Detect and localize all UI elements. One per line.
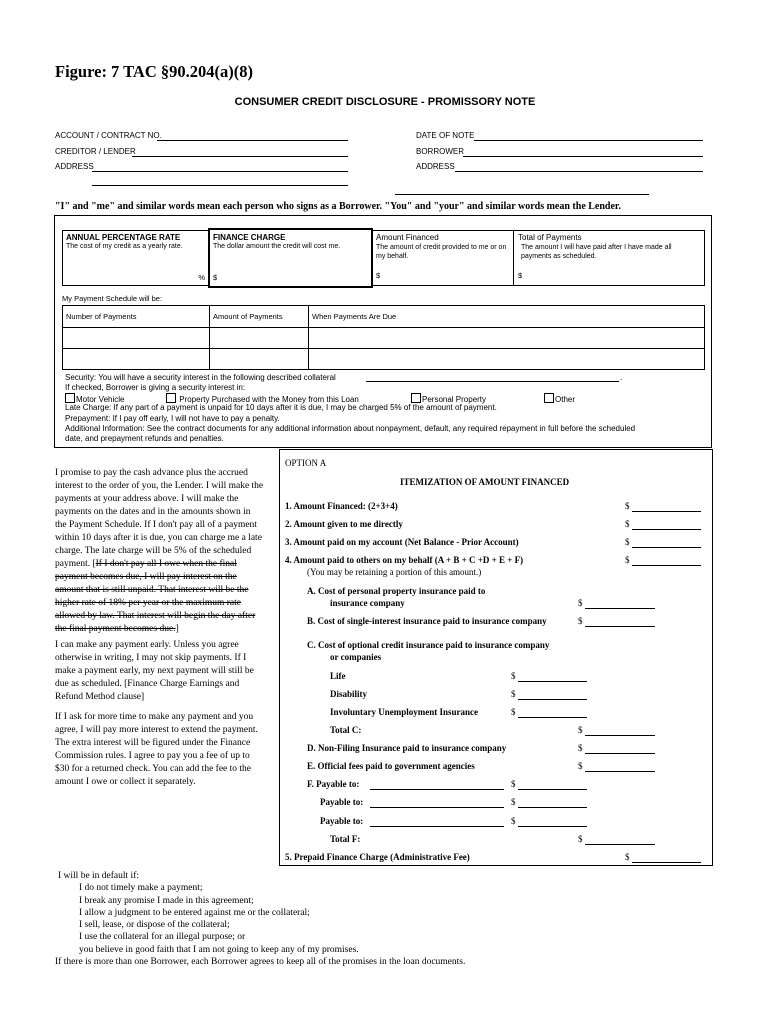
late-charge-text: Late Charge: If any part of a payment is unpaid for 10 days after it is due, I may be charged 5% of the amount of payment. [65, 403, 497, 412]
motor-vehicle-label: Motor Vehicle [76, 395, 125, 404]
total-c-dollar: $ [578, 725, 583, 735]
total-f-input-line[interactable] [585, 844, 655, 845]
item-2-dollar: $ [625, 519, 630, 529]
checkbox-other[interactable] [544, 393, 575, 404]
disability-label: Disability [330, 689, 368, 699]
item-5-label: 5. Prepaid Finance Charge (Administrative Fee) [285, 852, 470, 862]
security-statement: Security: You will have a security interest in the following described collateral [65, 373, 336, 382]
item-f-payee-line[interactable] [370, 789, 504, 790]
address-left-input-line[interactable] [92, 171, 348, 172]
account-input-line[interactable] [157, 140, 348, 141]
personal-property-label: Personal Property [422, 395, 487, 404]
payment-schedule-table [62, 305, 705, 370]
default-item: I use the collateral for an illegal purpose; or [79, 932, 246, 943]
total-of-payments-box [513, 230, 705, 286]
item-e-dollar: $ [578, 761, 583, 771]
life-label: Life [330, 671, 346, 681]
finance-charge-dollar-sign: $ [213, 273, 218, 282]
early-line: due as scheduled. [Finance Charge Earnings and [55, 679, 240, 689]
item-d-label: D. Non-Filing Insurance paid to insurance company [307, 743, 507, 753]
extension-line: amount I owe or collect it separately. [55, 777, 196, 787]
item-a-dollar: $ [578, 598, 583, 608]
default-item: I allow a judgment to be entered against me or the collateral; [79, 907, 310, 918]
additional-info-text: Additional Information: See the contract documents for any additional information about nonpayment, default, any required repayment in full before the scheduled [65, 424, 636, 433]
document-title: CONSUMER CREDIT DISCLOSURE - PROMISSORY NOTE [234, 96, 536, 108]
itemization-title: ITEMIZATION OF AMOUNT FINANCED [400, 477, 570, 487]
amount-financed-dollar-sign: $ [376, 271, 381, 280]
item-4-input-line[interactable] [632, 565, 701, 566]
item-1-input-line[interactable] [632, 511, 701, 512]
struck-line: allowed by law. That interest will begin the day after [55, 611, 256, 621]
payable-to-label-2: Payable to: [320, 816, 364, 826]
schedule-header-when: When Payments Are Due [312, 312, 397, 321]
default-closing: If there is more than one Borrower, each Borrower agrees to keep all of the promises in the loan documents. [55, 957, 466, 968]
early-line: otherwise in writing, I may not skip payments. If I [55, 653, 247, 663]
item-1-label: 1. Amount Financed: (2+3+4) [285, 501, 398, 511]
item-c-label-cont: or companies [330, 652, 382, 662]
schedule-row-divider [63, 327, 704, 328]
total-c-label: Total C: [330, 725, 362, 735]
item-f-dollar: $ [511, 779, 516, 789]
creditor-input-line[interactable] [132, 156, 348, 157]
item-d-input-line[interactable] [585, 753, 655, 754]
item-a-label-cont: insurance company [330, 598, 405, 608]
payable-to-dollar: $ [511, 797, 516, 807]
purchased-property-label: Property Purchased with the Money from this Loan [179, 395, 359, 404]
creditor-label: CREDITOR / LENDER [55, 147, 136, 156]
promise-line: interest to the order of you, the Lender. I will make the [55, 481, 264, 491]
checkbox-icon[interactable] [544, 393, 554, 403]
item-e-input-line[interactable] [585, 771, 655, 772]
extension-line: Commission rules. I agree to pay you a fee of up to [55, 751, 250, 761]
total-f-dollar: $ [578, 834, 583, 844]
figure-title: Figure: 7 TAC §90.204(a)(8) [55, 62, 253, 81]
payable-to-payee-line-2[interactable] [370, 826, 504, 827]
schedule-col-divider [308, 306, 309, 369]
total-of-payments-description: The amount I will have paid after I have made all payments as scheduled. [521, 244, 672, 260]
extension-line: $30 for a returned check. You can add the fee to the [55, 764, 251, 774]
schedule-caption: My Payment Schedule will be: [62, 294, 163, 303]
promise-line: within 10 days after it is due, you can charge me a late [55, 533, 262, 543]
promise-line: the Payment Schedule. If I don't pay all of a payment [55, 520, 257, 530]
payable-to-label: Payable to: [320, 797, 364, 807]
unemployment-input-line[interactable] [518, 717, 587, 718]
prepayment-text: Prepayment: If I pay off early, I will not have to pay a penalty. [65, 414, 280, 423]
struck-line: payment becomes due, I will pay interest on the [55, 572, 237, 582]
account-label: ACCOUNT / CONTRACT NO. [55, 131, 162, 140]
collateral-input-line[interactable] [366, 381, 619, 382]
item-a-input-line[interactable] [585, 608, 655, 609]
total-of-payments-dollar-sign: $ [518, 271, 523, 280]
item-3-label: 3. Amount paid on my account (Net Balance - Prior Account) [285, 537, 519, 547]
early-line: Refund Method clause] [55, 692, 145, 702]
promise-line: payments on the dates and in the amounts shown in [55, 507, 251, 517]
schedule-header-amount: Amount of Payments [213, 312, 283, 321]
default-item: I break any promise I made in this agreement; [79, 895, 254, 906]
date-of-note-input-line[interactable] [474, 140, 703, 141]
item-b-dollar: $ [578, 616, 583, 626]
default-item: you believe in good faith that I am not going to keep any of my promises. [79, 944, 359, 955]
amount-financed-title: Amount Financed [376, 233, 439, 242]
finance-charge-description: The dollar amount the credit will cost me. [213, 243, 341, 250]
total-f-label: Total F: [330, 834, 361, 844]
definition-text: "I" and "me" and similar words mean each person who signs as a Borrower. "You" and "your" and similar words mean the Lender. [55, 201, 621, 212]
borrower-input-line[interactable] [463, 156, 703, 157]
item-e-label: E. Official fees paid to government agencies [307, 761, 475, 771]
amount-financed-box [372, 230, 514, 286]
address-right-line-2[interactable] [395, 194, 649, 195]
payable-to-payee-line[interactable] [370, 807, 504, 808]
item-5-dollar: $ [625, 852, 630, 862]
extension-line: The extra interest will be figured under the Finance [55, 738, 251, 748]
item-1-dollar: $ [625, 501, 630, 511]
promise-line [55, 558, 275, 571]
extension-line: agree, I will pay more interest to extend the payment. [55, 725, 258, 735]
item-4-note: (You may be retaining a portion of this amount.) [307, 567, 482, 577]
other-label: Other [555, 395, 576, 404]
option-label: OPTION A [285, 458, 327, 468]
promise-line [55, 623, 275, 636]
item-f-label: F. Payable to: [307, 779, 360, 789]
item-c-label: C. Cost of optional credit insurance paid to insurance company [307, 640, 550, 650]
item-b-input-line[interactable] [585, 626, 655, 627]
default-item: I do not timely make a payment; [79, 883, 203, 894]
disability-input-line[interactable] [518, 699, 587, 700]
item-a-label: A. Cost of personal property insurance paid to [307, 586, 486, 596]
default-section [55, 870, 465, 968]
disability-dollar: $ [511, 689, 516, 699]
address-right-input-line[interactable] [455, 171, 703, 172]
life-dollar: $ [511, 671, 516, 681]
address-left-label: ADDRESS [55, 162, 94, 171]
promise-line: payments at your address above. I will make the [55, 494, 239, 504]
schedule-col-divider [209, 306, 210, 369]
checkbox-icon[interactable] [65, 393, 75, 403]
total-c-input-line[interactable] [585, 735, 655, 736]
extension-line: If I ask for more time to make any payment and you [55, 712, 254, 722]
item-3-dollar: $ [625, 537, 630, 547]
security-period: . [620, 373, 623, 382]
borrower-label: BORROWER [416, 147, 464, 156]
early-line: I can make any payment early. Unless you agree [55, 640, 239, 650]
promise-close-bracket: ] [175, 624, 179, 634]
early-line: make a payment early, my next payment will still be [55, 666, 254, 676]
apr-box [62, 230, 209, 286]
amount-financed-description: The amount of credit provided to me or on my behalf. [376, 244, 507, 260]
item-f-input-line[interactable] [518, 789, 587, 790]
total-of-payments-title: Total of Payments [518, 233, 582, 242]
apr-description: The cost of my credit as a yearly rate. [66, 243, 183, 250]
security-check-intro: If checked, Borrower is giving a security interest in: [65, 383, 246, 392]
address-right-label: ADDRESS [416, 162, 455, 171]
item-5-input-line[interactable] [632, 862, 701, 863]
item-d-dollar: $ [578, 743, 583, 753]
extension-paragraph [55, 711, 275, 789]
struck-text: the final payment becomes due. [55, 624, 176, 634]
address-left-line-2[interactable] [92, 185, 348, 186]
life-input-line[interactable] [518, 681, 587, 682]
item-3-input-line[interactable] [632, 547, 701, 548]
struck-line: higher rate of 18% per year or the maximum rate [55, 598, 241, 608]
item-2-label: 2. Amount given to me directly [285, 519, 403, 529]
default-item: I sell, lease, or dispose of the collateral; [79, 920, 230, 931]
promise-paragraph [55, 467, 275, 636]
item-b-label: B. Cost of single-interest insurance paid to insurance company [307, 616, 547, 626]
promise-line: I promise to pay the cash advance plus the accrued [55, 468, 248, 478]
finance-charge-box [208, 228, 373, 288]
payable-to-dollar-2: $ [511, 816, 516, 826]
promise-last-prefix: payment. [ [55, 559, 96, 569]
payable-to-input-line-2[interactable] [518, 826, 587, 827]
item-4-dollar: $ [625, 555, 630, 565]
schedule-row-divider [63, 348, 704, 349]
item-4-label: 4. Amount paid to others on my behalf (A + B + C +D + E + F) [285, 555, 524, 565]
payable-to-input-line[interactable] [518, 807, 587, 808]
schedule-header-number: Number of Payments [66, 312, 137, 321]
unemployment-dollar: $ [511, 707, 516, 717]
checkbox-icon[interactable] [166, 393, 176, 403]
promise-line: charge. The late charge will be 5% of the scheduled [55, 546, 252, 556]
additional-info-text-cont: date, and prepayment refunds and penalties. [65, 434, 224, 443]
checkbox-icon[interactable] [411, 393, 421, 403]
struck-line: amount that is still unpaid. That interest will be the [55, 585, 249, 595]
finance-charge-title: FINANCE CHARGE [213, 233, 286, 242]
date-of-note-label: DATE OF NOTE [416, 131, 475, 140]
unemployment-label: Involuntary Unemployment Insurance [330, 707, 479, 717]
item-2-input-line[interactable] [632, 529, 701, 530]
apr-percent-sign: % [198, 273, 205, 282]
default-intro: I will be in default if: [58, 871, 139, 881]
struck-text: If I don't pay all I owe when the final [95, 559, 237, 569]
apr-title: ANNUAL PERCENTAGE RATE [66, 233, 181, 242]
early-payment-paragraph [55, 639, 275, 704]
